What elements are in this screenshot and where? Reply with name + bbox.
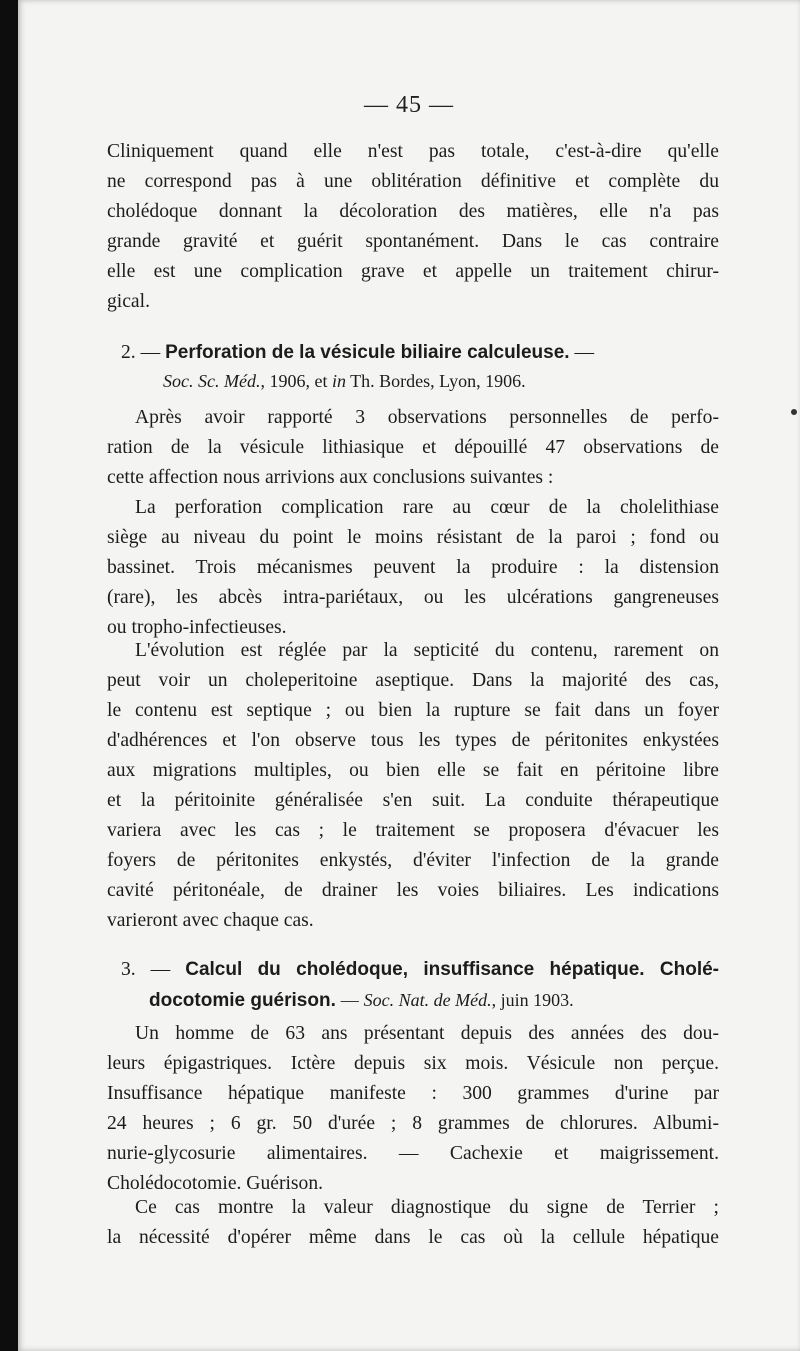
text-line: gical.	[107, 291, 150, 312]
text-line: Un homme de 63 ans présentant depuis des années des dou-	[135, 1023, 719, 1044]
page-number: — 45 —	[364, 92, 454, 118]
text-line: bassinet. Trois mécanismes peuvent la produire : la distension	[107, 557, 719, 578]
text-line: La perforation complication rare au cœur de la cholelithiase	[135, 497, 719, 518]
text-line: ou tropho-infectieuses.	[107, 617, 287, 638]
text-line: ration de la vésicule lithiasique et dépouillé 47 observations de	[107, 437, 719, 458]
text-line: elle est une complication grave et appelle un traitement chirur-	[107, 261, 719, 282]
paragraph-1	[107, 137, 719, 317]
text-line: d'adhérences et l'on observe tous les types de péritonites enkystées	[107, 730, 719, 751]
reference-journal: Soc. Sc. Méd.	[163, 371, 261, 391]
text-line: (rare), les abcès intra-pariétaux, ou les ulcérations gangreneuses	[107, 587, 719, 608]
text-line: leurs épigastriques. Ictère depuis six mois. Vésicule non perçue.	[107, 1053, 719, 1074]
reference-in: in	[331, 371, 346, 391]
paragraph-5	[107, 1019, 719, 1199]
section-2-heading	[107, 338, 719, 394]
reference-date: , juin 1903.	[491, 990, 574, 1010]
text-line: siège au niveau du point le moins résistant de la paroi ; fond ou	[107, 527, 719, 548]
section-number: 3. —	[121, 959, 171, 980]
text-line: foyers de péritonites enkystés, d'éviter l'infection de la grande	[107, 850, 719, 871]
text-line: varieront avec chaque cas.	[107, 910, 314, 931]
reference-year: , 1906, et	[260, 371, 328, 391]
text-line: la nécessité d'opérer même dans le cas où la cellule hépatique	[107, 1227, 719, 1248]
paragraph-3	[107, 493, 719, 643]
text-line: L'évolution est réglée par la septicité du contenu, rarement on	[135, 640, 719, 661]
section-title: Calcul du cholédoque, insuffisance hépatique. Cholé-	[185, 959, 719, 980]
reference-journal: Soc. Nat. de Méd.	[363, 990, 492, 1010]
text-line: Insuffisance hépatique manifeste : 300 grammes d'urine par	[107, 1083, 719, 1104]
text-line: cette affection nous arrivions aux conclusions suivantes :	[107, 467, 554, 488]
text-line: variera avec les cas ; le traitement se proposera d'évacuer les	[107, 820, 719, 841]
paragraph-4	[107, 636, 719, 936]
text-line: le contenu est septique ; ou bien la rupture se fait dans un foyer	[107, 700, 719, 721]
paragraph-6	[107, 1193, 719, 1253]
text-line: ne correspond pas à une oblitération définitive et complète du	[107, 171, 719, 192]
text-line: cholédoque donnant la décoloration des matières, elle n'a pas	[107, 201, 719, 222]
text-line: et la péritoinite généralisée s'en suit. La conduite thérapeutique	[107, 790, 719, 811]
text-line: peut voir un choleperitoine aseptique. Dans la majorité des cas,	[107, 670, 719, 691]
text-line: aux migrations multiples, ou bien elle se fait en péritoine libre	[107, 760, 719, 781]
section-number: 2. —	[121, 342, 161, 363]
section-title: Perforation de la vésicule biliaire calculeuse.	[165, 342, 570, 363]
margin-speck	[791, 409, 797, 415]
section-3-heading	[107, 955, 719, 1015]
text-line: cavité péritonéale, de drainer les voies biliaires. Les indications	[107, 880, 719, 901]
text-line: 24 heures ; 6 gr. 50 d'urée ; 8 grammes de chlorures. Albumi-	[107, 1113, 719, 1134]
document-page	[18, 0, 800, 1351]
reference-thesis: Th. Bordes, Lyon, 1906.	[350, 371, 526, 391]
reference-dash: —	[340, 990, 359, 1010]
text-line: Après avoir rapporté 3 observations personnelles de perfo-	[135, 407, 719, 428]
section-title-continued: docotomie guérison.	[149, 990, 336, 1011]
text-line: Cholédocotomie. Guérison.	[107, 1173, 324, 1194]
text-line: nurie-glycosurie alimentaires. — Cachexie et maigrissement.	[107, 1143, 719, 1164]
title-dash: —	[574, 342, 595, 363]
paragraph-2	[107, 403, 719, 493]
text-line: Cliniquement quand elle n'est pas totale, c'est-à-dire qu'elle	[107, 141, 719, 162]
text-line: Ce cas montre la valeur diagnostique du signe de Terrier ;	[135, 1197, 719, 1218]
text-line: grande gravité et guérit spontanément. Dans le cas contraire	[107, 231, 719, 252]
